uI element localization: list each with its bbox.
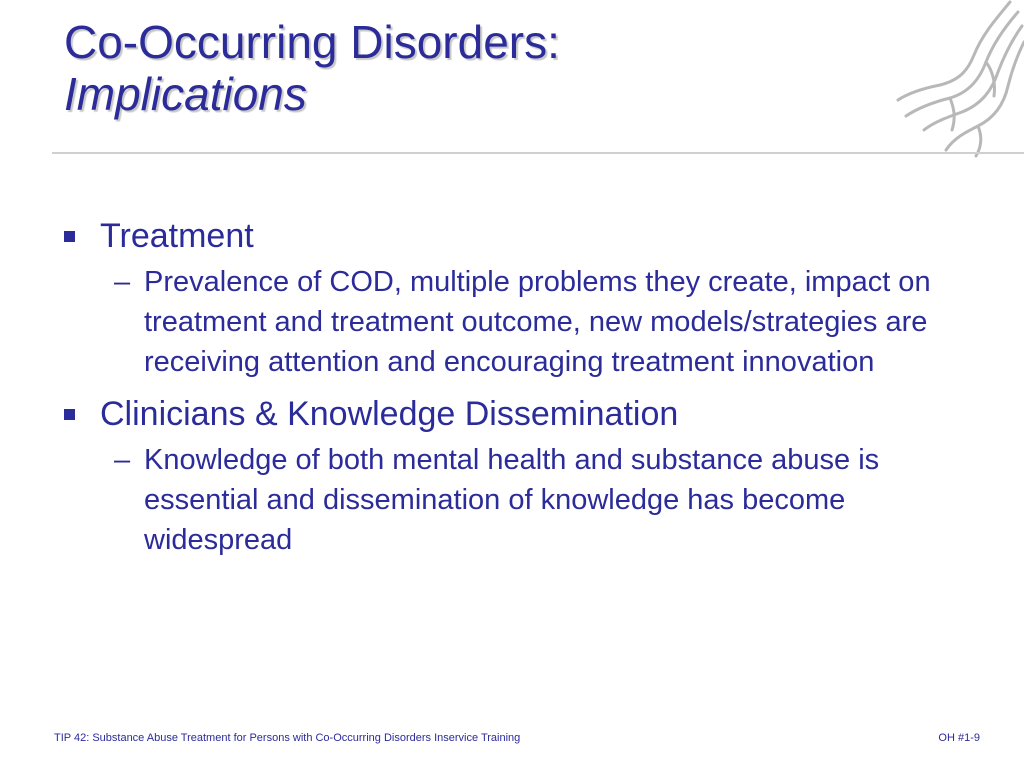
bullet-text: Clinicians & Knowledge Dissemination [100, 395, 679, 433]
bullet-clinicians [62, 392, 962, 436]
hhs-eagle-logo-icon [890, 0, 1024, 160]
sub-bullet-treatment [62, 262, 962, 382]
sub-bullet-text: Prevalence of COD, multiple problems they create, impact on treatment and treatment outcome, new models/strategies are receiving attention and encouraging treatment innovation [144, 266, 931, 378]
bullet-treatment [62, 214, 962, 258]
footer-course-title: TIP 42: Substance Abuse Treatment for Persons with Co-Occurring Disorders Inservice Training [54, 732, 521, 744]
square-bullet-icon [64, 409, 75, 420]
title-divider [52, 152, 1024, 154]
sub-bullet-text: Knowledge of both mental health and substance abuse is essential and dissemination of knowledge has become widespread [144, 444, 880, 556]
slide-title-line1: Co-Occurring Disorders: [64, 16, 560, 68]
slide-title [64, 16, 560, 120]
dash-marker: – [114, 266, 131, 298]
slide-title-line2: Implications [64, 68, 307, 120]
dash-marker: – [114, 444, 131, 476]
square-bullet-icon [64, 231, 75, 242]
bullet-text: Treatment [100, 217, 254, 255]
sub-bullet-clinicians [62, 440, 962, 560]
footer-slide-number: OH #1-9 [938, 732, 980, 744]
slide-content [62, 214, 962, 560]
